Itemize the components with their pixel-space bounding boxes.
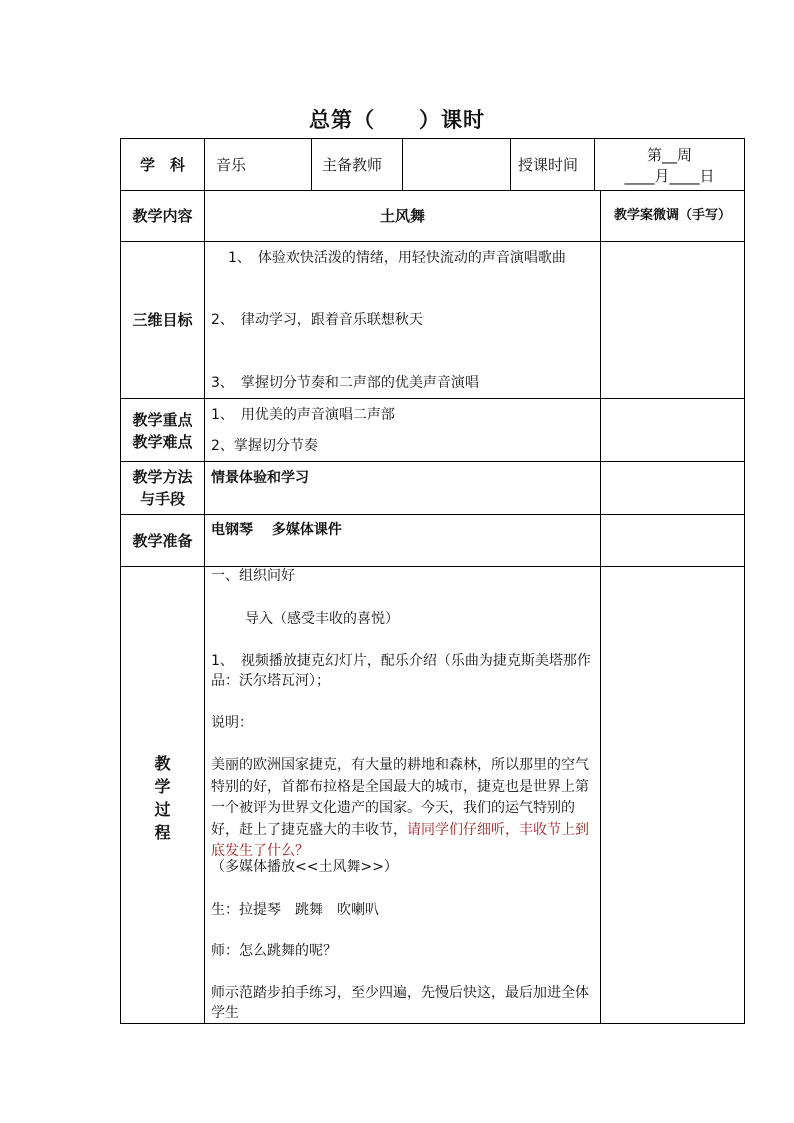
process-paragraph: 导入（感受丰收的喜悦） [245,611,399,627]
table-line [311,138,312,190]
goals-label: 三维目标 [132,311,193,329]
table-line [120,190,745,191]
process-label-char: 程 [154,823,171,842]
goal-item: 1、 体验欢快活泼的情绪，用轻快流动的声音演唱歌曲 [228,250,566,266]
methods-label [121,466,204,510]
goal-item: 2、 律动学习，跟着音乐联想秋天 [211,312,423,328]
table-line [204,138,205,1024]
subject-label: 学 科 [139,156,185,174]
key-point-item: 1、 用优美的声音演唱二声部 [211,407,395,423]
date-text: ____月____日 [624,167,715,185]
process-highlight-text: 请同学们仔细听，丰收节上到底发生了什么？ [211,821,589,859]
table-line [510,138,511,190]
table-line [402,138,403,190]
page-title: 总第（ ）课时 [309,108,485,132]
process-label-char: 学 [154,777,171,796]
process-paragraph: （多媒体播放<<土风舞>>） [211,859,398,875]
process-paragraph: 师：怎么跳舞的呢？ [211,943,337,959]
content-value: 土风舞 [379,207,425,225]
process-label [121,752,204,844]
methods-value: 情景体验和学习 [211,470,309,486]
key-points-label [121,409,204,453]
time-label: 授课时间 [518,156,579,174]
table-line [120,138,745,139]
process-paragraph: 1、 视频播放捷克幻灯片，配乐介绍（乐曲为捷克斯美塔那作品：沃尔塔瓦河）； [211,653,591,689]
preparation-value: 电钢琴 多媒体课件 [211,522,342,538]
goal-item: 3、 掌握切分节奏和二声部的优美声音演唱 [211,375,479,391]
table-line [120,241,745,242]
table-line [600,190,601,1024]
table-line [120,398,745,399]
process-paragraph: 生：拉提琴 跳舞 吹喇叭 [211,902,379,918]
table-line [120,514,745,515]
table-line [120,461,745,462]
table-line [744,138,745,1024]
process-paragraph [211,755,597,863]
process-text: 美丽的欧洲国家捷克，有大量的耕地和森林，所以那里的空气特别的好，首都布拉格是全国最大的城市，捷克也是世界上第一个被评为世界文化遗产的国家。今天，我们的运气特别的好，赶上了捷克盛大的丰收节， [211,757,589,838]
week-text: 第__周 [646,146,692,164]
table-line [120,1023,745,1024]
process-label-char: 教 [154,754,171,773]
preparation-label: 教学准备 [132,532,193,550]
methods-label-line2: 与手段 [139,490,185,508]
adjust-label: 教学案微调（手写） [613,208,731,223]
process-paragraph: 师示范踏步拍手练习，至少四遍，先慢后快这，最后加进全体学生 [211,985,589,1021]
key-points-label-line2: 教学难点 [132,433,193,451]
content-label: 教学内容 [132,207,193,225]
table-line [120,138,121,1024]
process-paragraph: 一、组织问好 [211,568,295,584]
key-points-label-line1: 教学重点 [132,411,193,429]
process-label-char: 过 [154,800,171,819]
process-paragraph: 说明： [211,715,253,731]
subject-value: 音乐 [216,156,247,174]
teacher-label: 主备教师 [322,156,383,174]
key-point-item: 2、掌握切分节奏 [211,438,318,454]
methods-label-line1: 教学方法 [132,468,193,486]
